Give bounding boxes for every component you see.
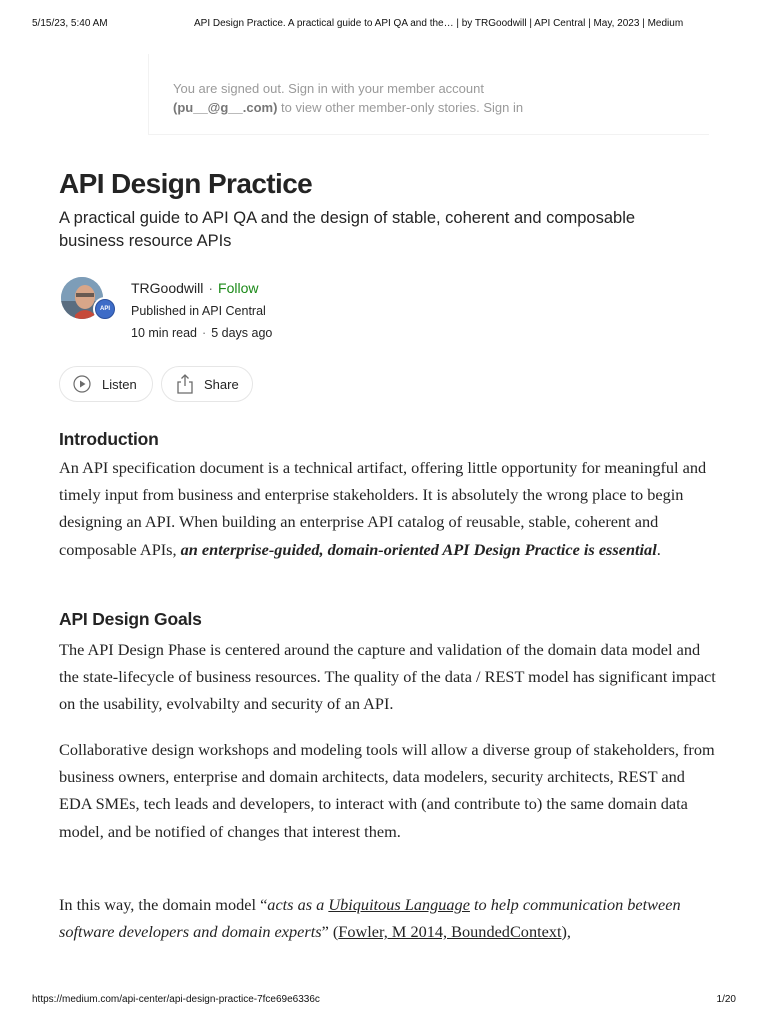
publication-link[interactable]: API Central	[201, 304, 266, 318]
ubiquitous-language-link[interactable]: Ubiquitous Language	[328, 895, 470, 914]
paragraph-domain-model	[59, 891, 719, 945]
listen-button[interactable]	[59, 366, 153, 402]
article-subtitle: A practical guide to API QA and the design of stable, coherent and composable business resource APIs	[59, 209, 636, 250]
post-age: 5 days ago	[211, 326, 273, 340]
author-name[interactable]: TRGoodwill	[131, 280, 204, 296]
author-line	[131, 278, 259, 298]
domain-close: ” (	[321, 922, 339, 942]
member-email: (pu__@g__.com)	[173, 100, 278, 115]
author-byline	[59, 277, 459, 347]
introduction-emphasis: an enterprise-guided, domain-oriented API Design Practice is essential	[180, 539, 657, 559]
print-page-number: 1/20	[716, 994, 736, 1005]
share-upload-icon	[176, 373, 194, 391]
paragraph-goals-1: The API Design Phase is centered around the capture and validation of the domain data model and the state-lifecycle of business resources. The quality of the data / REST model has significant impact on the usability, evolvabilty and security of an API.	[59, 640, 716, 714]
follow-button[interactable]: Follow	[218, 280, 259, 296]
published-prefix: Published in	[131, 304, 202, 318]
signed-out-banner	[148, 54, 709, 135]
domain-end: ),	[561, 922, 572, 942]
share-button[interactable]	[161, 366, 253, 402]
print-footer	[32, 994, 736, 1008]
heading-api-design-goals: API Design Goals	[59, 609, 202, 629]
author-separator: ·	[208, 280, 214, 296]
print-header	[32, 18, 736, 32]
publication-badge-text: API	[95, 299, 115, 319]
read-meta	[131, 324, 272, 342]
print-url: https://medium.com/api-center/api-design-practice-7fce69e6336c	[32, 994, 320, 1005]
print-page-title: API Design Practice. A practical guide to API QA and the… | by TRGoodwill | API Central | May, 2023 | Medium	[194, 18, 684, 29]
heading-introduction: Introduction	[59, 429, 159, 449]
domain-quote-a: acts as a	[267, 895, 329, 914]
published-in-line	[131, 302, 266, 320]
listen-label: Listen	[102, 377, 137, 392]
paragraph-goals-2: Collaborative design workshops and modeling tools will allow a diverse group of stakeholders, from business owners, enterprise and domain architects, data modelers, security architects, REST and EDA SMEs, tech leads and developers, to interact with (and contribute to) the same domain data model, and be notified of changes that interest them.	[59, 740, 715, 841]
article-title: API Design Practice	[59, 168, 313, 199]
paragraph-introduction	[59, 454, 719, 563]
share-label: Share	[204, 377, 239, 392]
read-time: 10 min read	[131, 326, 198, 340]
publication-badge[interactable]	[93, 297, 117, 321]
meta-separator: ·	[202, 326, 207, 340]
play-circle-icon	[73, 375, 91, 393]
signed-out-line1: You are signed out. Sign in with your member account	[173, 81, 484, 96]
domain-quote-b: to help communication between software developers and domain experts	[59, 895, 681, 942]
introduction-text: An API specification document is a technical artifact, offering little opportunity for meaningful and timely input from business and enterprise stakeholders. It is absolutely the wrong place to begin designing an API. When building an enterprise API catalog of reusable, stable, coherent and composable APIs,	[59, 458, 707, 559]
signed-out-message	[173, 79, 533, 117]
sign-in-link[interactable]: to view other member-only stories. Sign in	[277, 100, 524, 115]
print-date: 5/15/23, 5:40 AM	[32, 18, 108, 29]
fowler-citation-link[interactable]: Fowler, M 2014, BoundedContext	[338, 922, 562, 942]
domain-intro: In this way, the domain model “	[59, 895, 268, 914]
introduction-end: .	[656, 539, 661, 559]
